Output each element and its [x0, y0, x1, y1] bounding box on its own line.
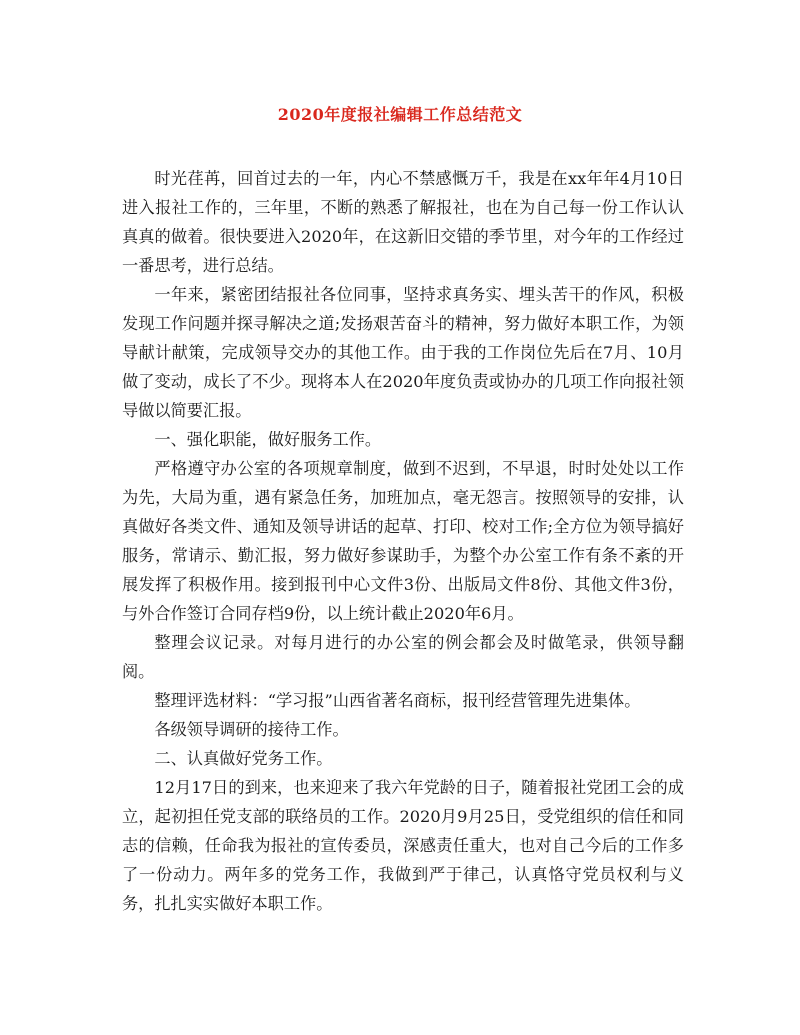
section-heading-party: 二、认真做好党务工作。 — [154, 749, 333, 768]
paragraph-overview: 一年来，紧密团结报社各位同事，坚持求真务实、埋头苦干的作风，积极发现工作问题并探寻解决之道;发扬艰苦奋斗的精神，努力做好本职工作，为领导献计献策，完成领导交办的其他工作。由于我的工作岗位先后在7月、10月做了变动，成长了不少。现将本人在2020年度负责或协办的几项工作向报社领导做以简要汇报。 — [122, 285, 684, 420]
paragraph-office-rules: 严格遵守办公室的各项规章制度，做到不迟到，不早退，时时处处以工作为先，大局为重，遇有紧急任务，加班加点，毫无怨言。按照领导的安排，认真做好各类文件、通知及领导讲话的起草、打印、校对工作;全方位为领导搞好服务，常请示、勤汇报，努力做好参谋助手，为整个办公室工作有条不紊的开展发挥了积极作用。接到报刊中心文件3份、出版局文件8份、其他文件3份，与外合作签订合同存档9份，以上统计截止2020年6月。 — [122, 459, 684, 623]
paragraph-party-work: 12月17日的到来，也来迎来了我六年党龄的日子，随着报社党团工会的成立，起初担任党支部的联络员的工作。2020月9月25日，受党组织的信任和同志的信赖，任命我为报社的宣传委员，深感责任重大，也对自己今后的工作多了一份动力。两年多的党务工作，我做到严于律己，认真恪守党员权利与义务，扎扎实实做好本职工作。 — [122, 778, 684, 913]
section-heading-service: 一、强化职能，做好服务工作。 — [154, 430, 382, 449]
document-body — [122, 164, 684, 918]
paragraph-meeting-records: 整理会议记录。对每月进行的办公室的例会都会及时做笔录，供领导翻阅。 — [122, 633, 684, 681]
document-title: 2020年度报社编辑工作总结范文 — [277, 105, 523, 124]
paragraph-evaluation-materials: 整理评选材料：“学习报”山西省著名商标，报刊经营管理先进集体。 — [154, 691, 641, 710]
paragraph-reception: 各级领导调研的接待工作。 — [154, 720, 349, 739]
paragraph-intro: 时光荏苒，回首过去的一年，内心不禁感慨万千，我是在xx年年4月10日进入报社工作的，三年里，不断的熟悉了解报社，也在为自己每一份工作认认真真的做着。很快要进入2020年，在这新旧交错的季节里，对今年的工作经过一番思考，进行总结。 — [122, 169, 684, 275]
